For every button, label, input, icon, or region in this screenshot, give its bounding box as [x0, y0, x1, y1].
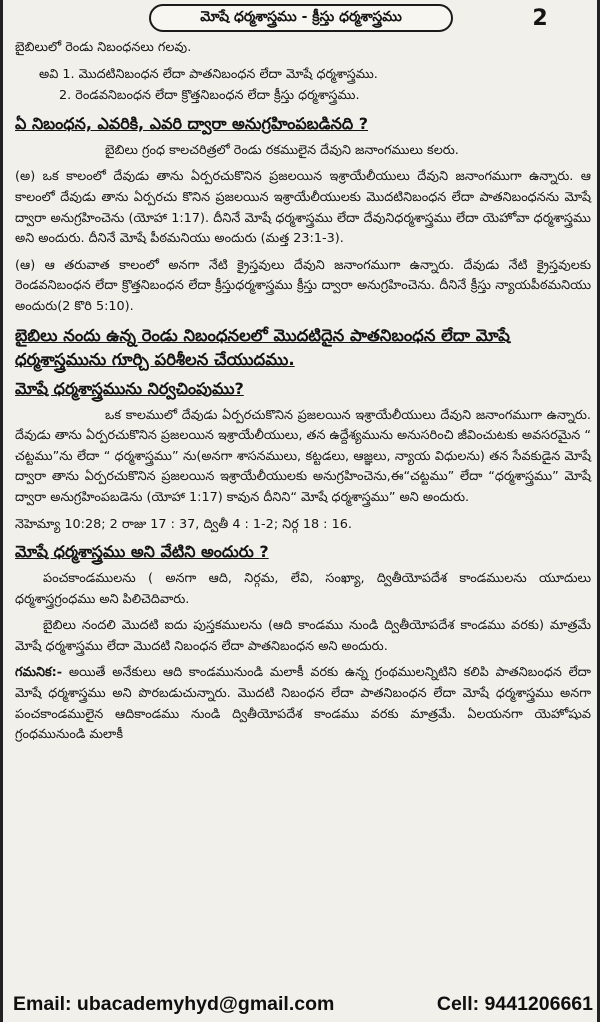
paragraph-first-five-books: బైబిలు నందలి మొదటి ఐదు పుస్తకములను (ఆది కాండము నుండి ద్వితీయోపదేశ కాండము వరకు) మాత్రమే మోషే ధర్మశాస్త్రము లేదా మొదటి నిబంధన లేదా పాతనిబంధన అని అందురు.: [15, 618, 591, 654]
list-item-2: 2. రెండవనిబంధన లేదా క్రొత్తనిబంధన లేదా క్రీస్తు ధర్మశాస్త్రము.: [59, 88, 360, 104]
paragraph-new-covenant: (ఆ) ఆ తరువాత కాలంలో అనగా నేటి క్రైస్తవులు దేవుని జనాంగముగా ఉన్నారు. దేవుడు నేటి క్రైస్తవులకు రెండవనిబంధన లేదా క్రొత్తనిబంధన లేదా క్రీస్తుధర్మశాస్త్రము క్రీస్తు ద్వారా అనుగ్రహించెను. దీనినే క్రీస్తు న్యాయపీఠమనియు అందురు(2 కొరి 5:10).: [15, 257, 591, 314]
page-number: 2: [532, 6, 548, 31]
section-heading-define: మోషే ధర్మశాస్త్రమును నిర్వచింపుము?: [15, 378, 244, 398]
section-heading-covenants: ఏ నిబంధన, ఎవరికి, ఎవరి ద్వారా అనుగ్రహింపబడినది ?: [15, 113, 369, 133]
paragraph-pentateuch: పంచకాండములను ( అనగా ఆది, నిర్గమ, లేవి, సంఖ్యా, ద్వితీయోపదేశ కాండములను యూదులు ధర్మశాస్త్రగ్రంధము అని పిలిచెదివారు.: [15, 571, 591, 607]
document-body: [15, 38, 591, 752]
footer-email: Email: ubacademyhyd@gmail.com: [13, 992, 335, 1015]
note-label: గమనిక:-: [15, 665, 63, 681]
list-item-1: అవి 1. మొదటినిబంధన లేదా పాతనిబంధన లేదా మోషే ధర్మశాస్త్రము.: [39, 66, 378, 82]
intro-line: బైబిలులో రెండు నిబంధనలు గలవు.: [15, 40, 192, 55]
section-heading-which-books: మోషే ధర్మశాస్త్రము అని వేటిని అందురు ?: [15, 542, 269, 562]
page-title: మోషే ధర్మశాస్త్రము - క్రీస్తు ధర్మశాస్త్రము: [149, 4, 453, 32]
scripture-references: నెహెమ్యా 10:28; 2 రాజు 17 : 37, ద్వితీ 4 : 1-2; నిర్గ 18 : 16.: [15, 516, 352, 532]
contact-footer: [3, 990, 600, 1018]
paragraph-old-covenant: (అ) ఒక కాలంలో దేవుడు తాను ఏర్పరచుకొనిన ప్రజలయిన ఇశ్రాయేలీయులు దేవుని జనాంగముగా ఉన్నారు. ఆ కాలంలో దేవుడు తాను ఏర్పరచు కొనిన ప్రజలయిన ఇశ్రాయేలీయులకు మొదటినిబంధన లేదా పాతనిబంధనను మోషే ద్వారా అనుగ్రహించెను (యోహా 1:17). దీనినే మోషే ధర్మశాస్త్రము లేదా దేవునిధర్మశాస్త్రము లేదా యెహోవా ధర్మశాస్త్రము అని అందురు. దీనినే మోషే పీఠమనియు అందురు (మత్త 23:1-3).: [15, 169, 591, 247]
paragraph-definition: ఒక కాలములో దేవుడు ఏర్పరచుకొనిన ప్రజలయిన ఇశ్రాయేలీయులు దేవుని జనాంగముగా ఉన్నారు. దేవుడు తాను ఏర్పరచుకొనిన ప్రజలయిన ఇశ్రాయేలీయులు, తన ఉద్దేశ్యమును అనుసరించి జీవించుటకు అవసరమైన “ చట్టము”ను లేదా “ ధర్మశాస్త్రము” ను(అనగా శాసనములు, కట్టడలు, ఆజ్ఞలు, న్యాయ విధులను) తన సేవకుడైన మోషే ద్వారా తాను ఏర్పరచుకొనిన ప్రజలయిన ఇశ్రాయేలీయులకు అనుగ్రహించెను,ఈ“చట్టము” లేదా “ధర్మశాస్త్రము” మోషే ద్వారా అనుగ్రహింపబడెను (యోహా 1:17) కావున దీనిని“ మోషే ధర్మశాస్త్రము” అని అందురు.: [15, 407, 591, 505]
note-text: అయితే అనేకులు ఆది కాండమునుండి మలాకీ వరకు ఉన్న గ్రంథములన్నిటిని కలిపి పాతనిబంధన లేదా మోషే ధర్మశాస్త్రము అని పొరబడుచున్నారు. మొదటి నిబంధన లేదా పాతనిబంధన లేదా మోషే ధర్మశాస్త్రము అనగా పంచకాండములైన ఆదికాండము నుండి ద్వితీయోపదేశ కాండము వరకు మాత్రమే. ఏలయనగా యెహోషువ గ్రంధమునుండి మలాకీ: [15, 665, 591, 743]
section-heading-study: బైబిలు నందు ఉన్న రెండు నిబంధనలలో మొదటిదైన పాతనిబంధన లేదా మోషే ధర్మశాస్త్రమును గూర్చి పరిశీలన చేయుదము.: [15, 325, 510, 369]
paragraph-two-peoples: బైబిలు గ్రంధ కాలచరిత్రలో రెండు రకములైన దేవుని జనాంగములు కలరు.: [105, 142, 459, 158]
note-paragraph: [15, 663, 591, 745]
footer-cell: Cell: 9441206661: [436, 992, 593, 1015]
